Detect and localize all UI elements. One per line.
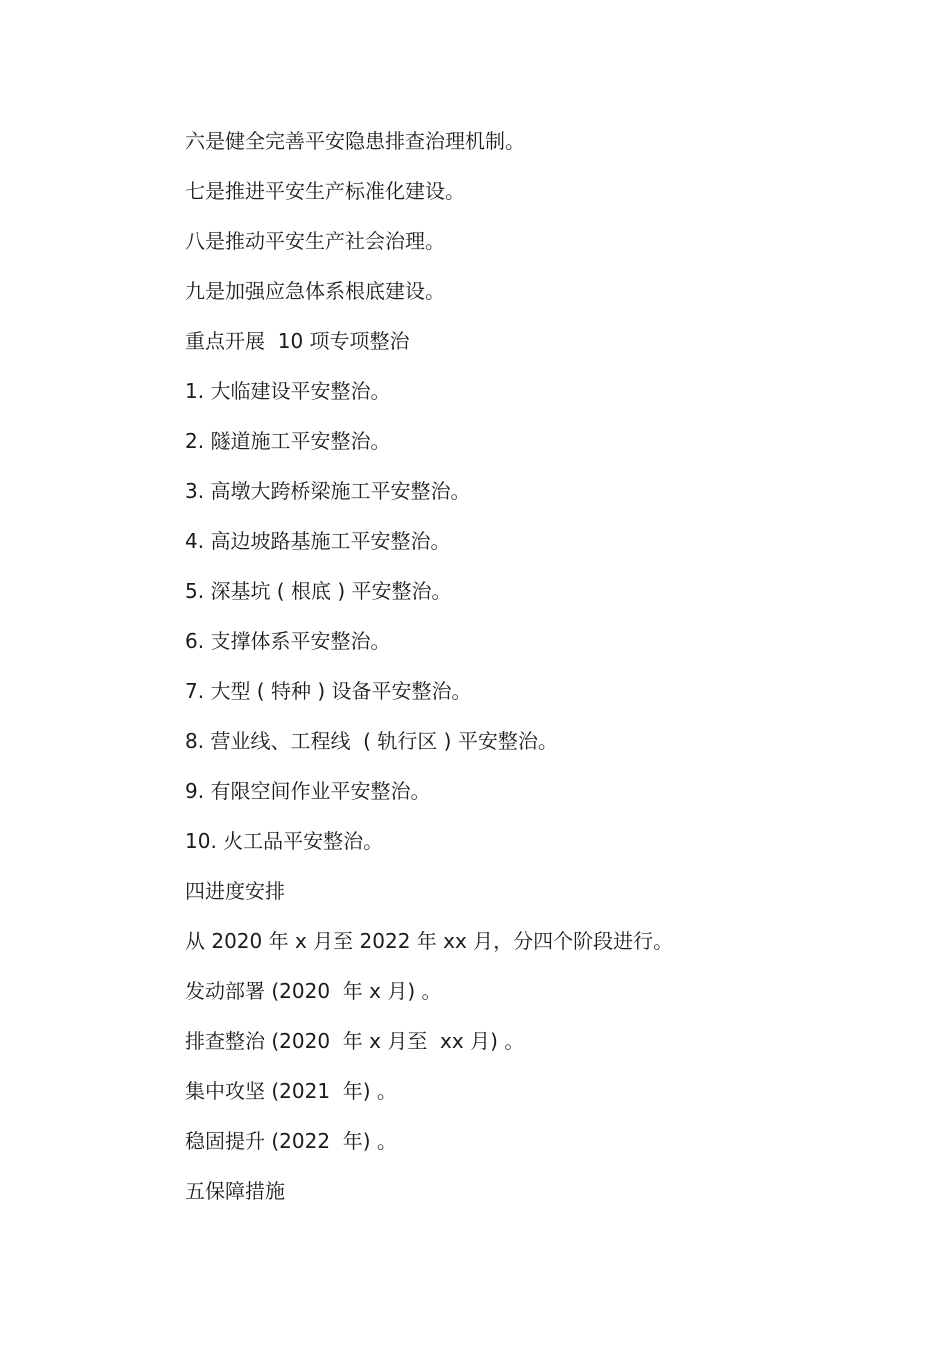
- section-heading-special-rectification: 重点开展 10 项专项整治: [185, 329, 410, 353]
- list-item-8: 8. 营业线、工程线 ( 轨行区 ) 平安整治。: [185, 729, 558, 753]
- section-heading-schedule: 四进度安排: [185, 879, 285, 903]
- list-item-9: 9. 有限空间作业平安整治。: [185, 779, 431, 803]
- list-item-2: 2. 隧道施工平安整治。: [185, 429, 391, 453]
- schedule-phase-inspection: 排查整治 (2020 年 x 月至 xx 月) 。: [185, 1029, 525, 1053]
- item-eight-social-governance: 八是推动平安生产社会治理。: [185, 229, 445, 253]
- list-item-10: 10. 火工品平安整治。: [185, 829, 384, 853]
- item-nine-emergency-system: 九是加强应急体系根底建设。: [185, 279, 445, 303]
- item-six-hazard-mechanism: 六是健全完善平安隐患排查治理机制。: [185, 129, 525, 153]
- list-item-5: 5. 深基坑 ( 根底 ) 平安整治。: [185, 579, 452, 603]
- item-seven-standardization: 七是推进平安生产标准化建设。: [185, 179, 465, 203]
- list-item-6: 6. 支撑体系平安整治。: [185, 629, 391, 653]
- schedule-summary: 从 2020 年 x 月至 2022 年 xx 月，分四个阶段进行。: [185, 929, 674, 953]
- list-item-7: 7. 大型 ( 特种 ) 设备平安整治。: [185, 679, 472, 703]
- section-heading-safeguards: 五保障措施: [185, 1179, 285, 1203]
- schedule-phase-concentrated: 集中攻坚 (2021 年) 。: [185, 1079, 397, 1103]
- list-item-1: 1. 大临建设平安整治。: [185, 379, 391, 403]
- schedule-phase-consolidation: 稳固提升 (2022 年) 。: [185, 1129, 397, 1153]
- schedule-phase-mobilization: 发动部署 (2020 年 x 月) 。: [185, 979, 442, 1003]
- list-item-4: 4. 高边坡路基施工平安整治。: [185, 529, 451, 553]
- list-item-3: 3. 高墩大跨桥梁施工平安整治。: [185, 479, 471, 503]
- document-body: [185, 126, 905, 1226]
